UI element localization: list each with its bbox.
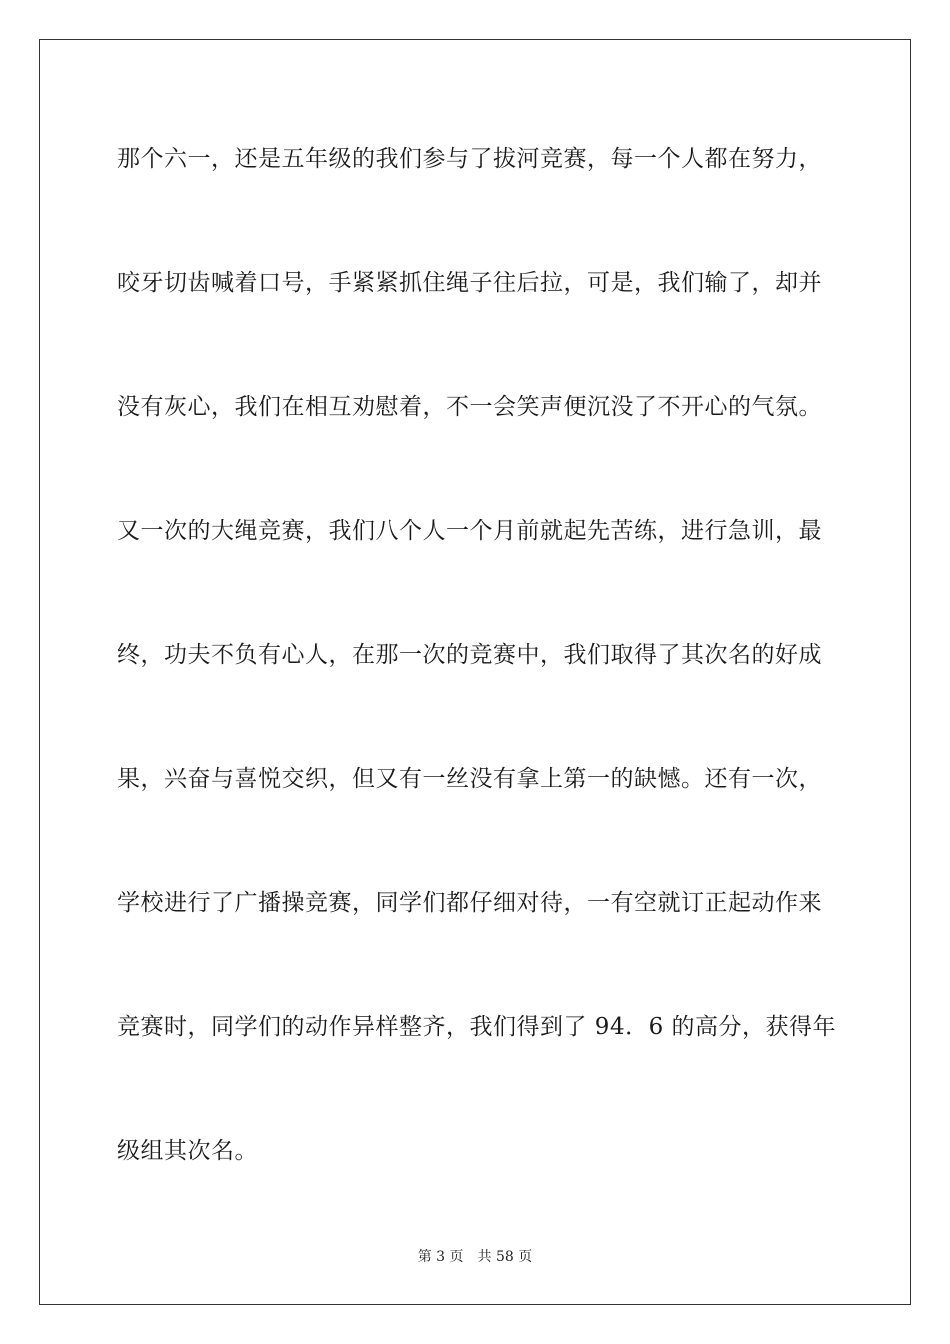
page-total: 共 58 页 — [477, 1249, 533, 1265]
text-line: 终，功夫不负有心人，在那一次的竞赛中，我们取得了其次名的好成 — [117, 642, 822, 668]
text-line: 学校进行了广播操竞赛，同学们都仔细对待，一有空就订正起动作来 — [117, 890, 822, 916]
text-line: 那个六一，还是五年级的我们参与了拔河竞赛，每一个人都在努力， — [117, 146, 822, 172]
text-line: 果，兴奋与喜悦交织，但又有一丝没有拿上第一的缺憾。还有一次， — [117, 766, 822, 792]
text-line: 级组其次名。 — [117, 1138, 258, 1164]
text-line: 又一次的大绳竞赛，我们八个人一个月前就起先苦练，进行急训，最 — [117, 518, 822, 544]
text-line: 竞赛时，同学们的动作异样整齐，我们得到了 94．6 的高分，获得年 — [117, 1014, 837, 1040]
page-number: 第 3 页 — [417, 1249, 464, 1265]
page-footer — [0, 1247, 950, 1267]
document-body — [117, 130, 837, 1246]
text-line: 没有灰心，我们在相互劝慰着，不一会笑声便沉没了不开心的气氛。 — [117, 394, 822, 420]
text-line: 咬牙切齿喊着口号，手紧紧抓住绳子往后拉，可是，我们输了，却并 — [117, 270, 822, 296]
